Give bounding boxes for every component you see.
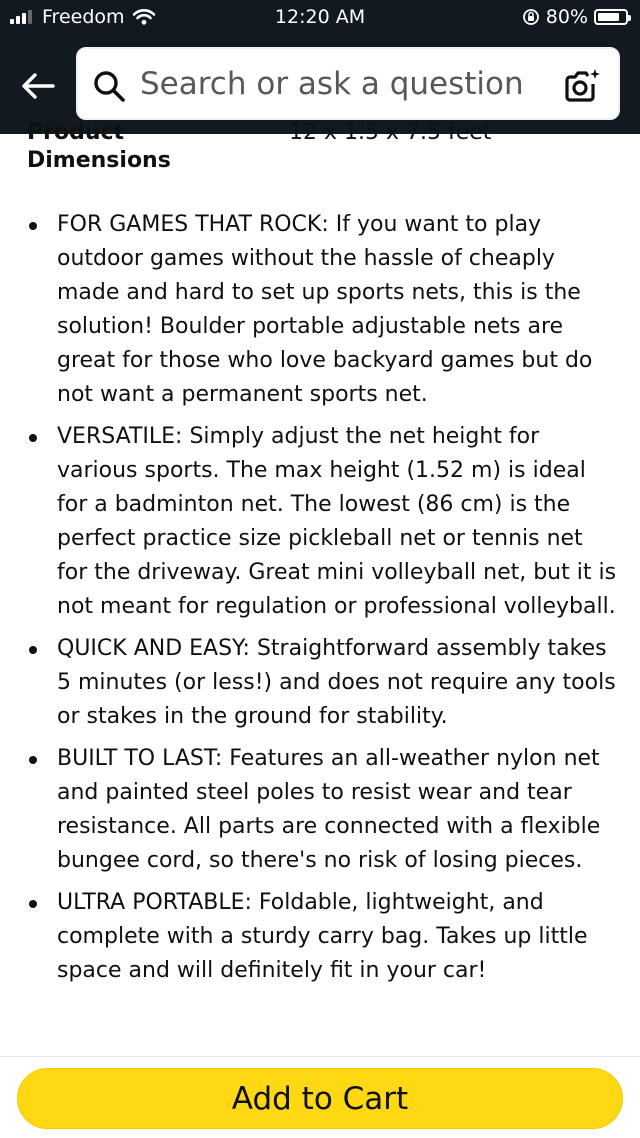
feature-bullet: ULTRA PORTABLE: Foldable, lightweight, and complete with a sturdy carry bag. Takes up little space and will definitely fit in your car! xyxy=(0,886,640,988)
status-right xyxy=(522,6,628,28)
search-icon xyxy=(92,69,126,103)
app-header xyxy=(0,0,640,134)
feature-bullet: BUILT TO LAST: Features an all-weather nylon net and painted steel poles to resist wear and tear resistance. All parts are connected with a flexible bungee cord, so there's no risk of losing pieces. xyxy=(0,742,640,878)
feature-bullet-list xyxy=(0,208,640,996)
feature-bullet: FOR GAMES THAT ROCK: If you want to play outdoor games without the hassle of cheaply made and hard to set up sports nets, this is the solution! Boulder portable adjustable nets are great for those who love backyard games but do not want a permanent sports net. xyxy=(0,208,640,412)
feature-bullet: QUICK AND EASY: Straightforward assembly takes 5 minutes (or less!) and does not require any tools or stakes in the ground for stability. xyxy=(0,632,640,734)
previous-row-label: Product xyxy=(27,120,125,145)
previous-row-value: 12 x 1.5 x 7.5 feet xyxy=(289,120,492,145)
carrier-name: Freedom xyxy=(42,6,125,28)
camera-search-icon[interactable] xyxy=(562,66,602,106)
search-input[interactable] xyxy=(140,59,550,109)
status-bar xyxy=(0,0,640,36)
back-button[interactable] xyxy=(18,66,58,106)
add-to-cart-button[interactable]: Add to Cart xyxy=(17,1068,623,1129)
status-time: 12:20 AM xyxy=(274,6,366,28)
search-bar[interactable] xyxy=(76,47,620,120)
cart-bar xyxy=(0,1057,640,1138)
orientation-lock-icon xyxy=(522,8,540,26)
dimensions-label: Dimensions xyxy=(27,148,171,173)
battery-percent: 80% xyxy=(545,6,588,28)
feature-bullet: VERSATILE: Simply adjust the net height for various sports. The max height (1.52 m) is ideal for a badminton net. The lowest (86 cm) is the perfect practice size pickleball net or tennis net for the driveway. Great mini volleyball net, but it is not meant for regulation or professional volleyball. xyxy=(0,420,640,624)
back-arrow-icon xyxy=(21,73,55,99)
battery-icon xyxy=(594,9,628,25)
previous-detail-row xyxy=(27,120,627,145)
battery-level xyxy=(598,13,619,21)
product-details-content xyxy=(0,120,640,1056)
